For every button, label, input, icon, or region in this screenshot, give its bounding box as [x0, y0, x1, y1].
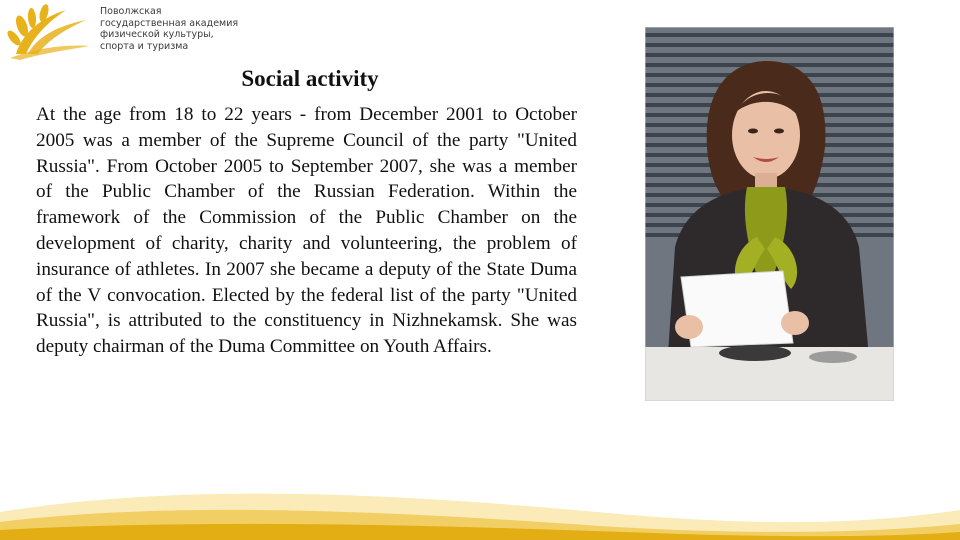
slide-body-text: At the age from 18 to 22 years - from December 2001 to October 2005 was a member of the Supreme Council of the party "United Russia". From October 2005 to September 2007, she was a member of the Public Chamber of the Russian Federation. Within the framework of the Commission of the Public Chamber on the development of charity, charity and volunteering, the problem of insurance of athletes. In 2007 she became a deputy of the State Duma of the V convocation. Elected by the federal list of the party "United Russia", is attributed to the constituency in Nizhnekamsk. She was deputy chairman of the Duma Committee on Youth Affairs. [36, 104, 577, 358]
academy-name-line: физической культуры, [100, 29, 214, 40]
academy-name-line: Поволжская [100, 6, 162, 17]
academy-name [100, 6, 270, 52]
portrait-photo [645, 27, 894, 401]
academy-name-line: государственная академия [100, 17, 239, 29]
slide-title: Social activity [241, 66, 379, 91]
academy-laurel-logo [6, 4, 92, 60]
academy-name-line: спорта и туризма [100, 40, 189, 52]
decorative-waves [0, 460, 960, 540]
